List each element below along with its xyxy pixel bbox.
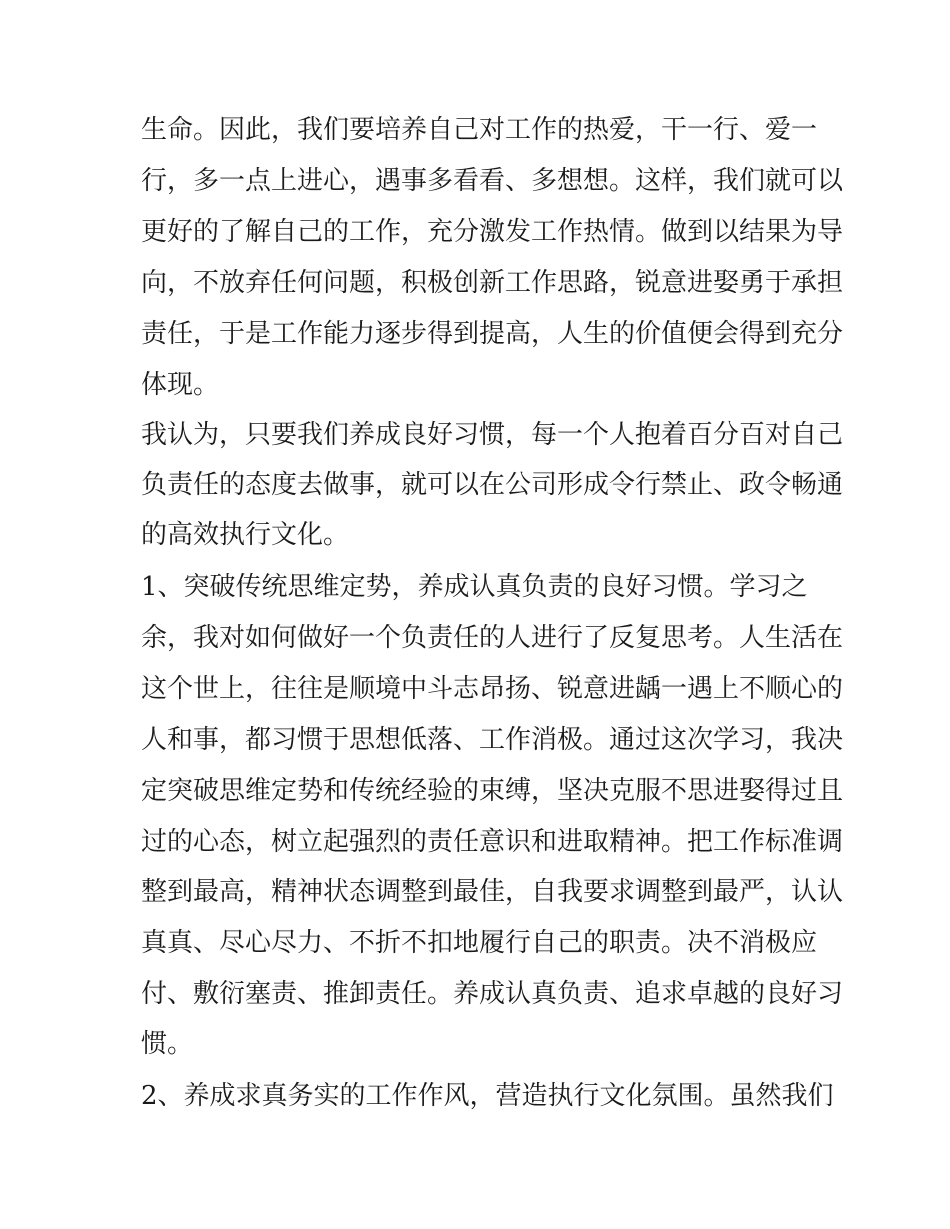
text-line: 2、养成求真务实的工作作风，营造执行文化氛围。虽然我们 [141,1081,834,1111]
text-line: 的高效执行文化。 [141,520,350,550]
text-line: 更好的了解自己的工作，充分激发工作热情。做到以结果为导 [141,217,844,247]
text-line: 负责任的态度去做事，就可以在公司形成令行禁止、政令畅通 [141,470,844,500]
text-line: 1、突破传统思维定势，养成认真负责的良好习惯。学习之 [141,572,808,602]
text-line: 定突破思维定势和传统经验的束缚，坚决克服不思进娶得过且 [141,776,844,806]
text-line: 整到最高，精神状态调整到最佳，自我要求调整到最严，认认 [141,877,844,907]
text-line: 体现。 [141,370,220,400]
text-line: 余，我对如何做好一个负责任的人进行了反复思考。人生活在 [141,623,844,653]
text-line: 向，不放弃任何问题，积极创新工作思路，锐意进娶勇于承担 [141,268,844,298]
text-line: 真真、尽心尽力、不折不扣地履行自己的职责。决不消极应 [141,928,818,958]
text-line: 过的心态，树立起强烈的责任意识和进取精神。把工作标准调 [141,827,844,857]
text-line: 我认为，只要我们养成良好习惯，每一个人抱着百分百对自己 [141,420,844,450]
text-line: 生命。因此，我们要培养自己对工作的热爱，干一行、爱一 [141,115,818,145]
text-line: 人和事，都习惯于思想低落、工作消极。通过这次学习，我决 [141,725,844,755]
text-line: 责任，于是工作能力逐步得到提高，人生的价值便会得到充分 [141,319,844,349]
text-line: 付、敷衍塞责、推卸责任。养成认真负责、追求卓越的良好习 [141,979,844,1009]
text-line: 这个世上，往往是顺境中斗志昂扬、锐意进龋一遇上不顺心的 [141,674,844,704]
text-line: 惯。 [141,1029,194,1059]
text-line: 行，多一点上进心，遇事多看看、多想想。这样，我们就可以 [141,166,844,196]
